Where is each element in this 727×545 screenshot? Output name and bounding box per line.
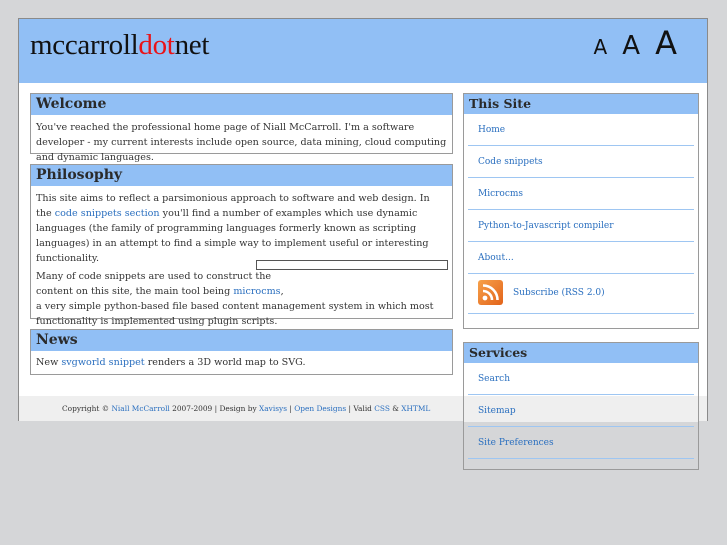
font-size-controls — [583, 24, 677, 62]
news-heading: News — [31, 330, 452, 351]
font-size-large-button[interactable]: A — [655, 24, 677, 62]
valid-css-link[interactable]: CSS — [374, 404, 390, 413]
subscribe-rss-link[interactable]: Subscribe (RSS 2.0) — [513, 288, 605, 298]
python-to-javascript-link[interactable]: Python-to-Javascript compiler — [478, 221, 614, 231]
logo-text-part3: net — [174, 29, 210, 61]
font-size-medium-button[interactable]: A — [622, 31, 641, 61]
about-link[interactable]: About... — [478, 253, 514, 263]
menu-item-sitemap — [468, 395, 694, 427]
text: , — [280, 286, 284, 297]
sitemap-link[interactable]: Sitemap — [478, 406, 516, 416]
xavisys-link[interactable]: Xavisys — [259, 404, 287, 413]
text: Copyright © — [62, 404, 112, 413]
footer-text — [62, 404, 430, 413]
text: renders a 3D world map to SVG. — [144, 357, 306, 368]
text: | — [286, 404, 295, 413]
philosophy-heading: Philosophy — [31, 165, 452, 186]
menu-item-python-to-javascript — [468, 210, 694, 242]
text: content on this site, the main tool being — [36, 286, 234, 297]
text: you'll find a number of examples which use dynamic languages (the family of programming languages formerly known as scripting languages) in an attempt to find a simple way to implement useful or interesting functionality. — [36, 208, 429, 264]
menu-item-site-preferences — [468, 427, 694, 459]
code-snippets-link[interactable]: code snippets section — [54, 208, 160, 219]
home-link[interactable]: Home — [478, 125, 506, 135]
services-heading: Services — [464, 343, 698, 363]
menu-item-about — [468, 242, 694, 274]
this-site-panel — [463, 93, 699, 329]
search-link[interactable]: Search — [478, 374, 510, 384]
menu-item-microcms — [468, 178, 694, 210]
site-header — [19, 19, 707, 83]
welcome-heading: Welcome — [31, 94, 452, 115]
text: Many of code snippets are used to construct the — [36, 271, 272, 282]
text: | Valid — [346, 404, 375, 413]
menu-item-home — [468, 114, 694, 146]
services-panel — [463, 342, 699, 470]
welcome-text: You've reached the professional home page of Niall McCarroll. I'm a software developer - my current interests include open source, data mining, cloud computing and dynamic languages. — [36, 122, 447, 163]
svgworld-snippet-link[interactable]: svgworld snippet — [61, 357, 145, 368]
welcome-section — [30, 93, 453, 163]
menu-item-search — [468, 363, 694, 395]
services-menu — [464, 363, 698, 459]
text: a very simple python-based file based content management system in which most functionality is implemented using plugin scripts. — [36, 301, 434, 327]
code-snippets-nav-link[interactable]: Code snippets — [478, 157, 543, 167]
text: & — [389, 404, 402, 413]
menu-item-rss — [468, 274, 694, 314]
rss-feed-icon[interactable] — [478, 280, 503, 305]
text: New — [36, 357, 62, 368]
broken-image-placeholder — [256, 260, 448, 270]
this-site-menu — [464, 114, 698, 314]
microcms-link[interactable]: microcms — [233, 286, 281, 297]
philosophy-paragraph-1 — [31, 186, 452, 266]
text: This site aims to reflect a parsimonious approach to software and web design. In the — [36, 193, 430, 219]
news-text — [31, 351, 452, 370]
logo-text-dot: dot — [138, 29, 175, 61]
valid-xhtml-link[interactable]: XHTML — [401, 404, 431, 413]
menu-item-code-snippets — [468, 146, 694, 178]
logo-text-part1: mccarroll — [30, 29, 139, 61]
site-logo[interactable] — [30, 29, 209, 62]
this-site-heading: This Site — [464, 94, 698, 114]
font-size-small-button[interactable]: A — [593, 35, 608, 59]
news-section — [30, 329, 453, 375]
text: 2007-2009 | Design by — [169, 404, 260, 413]
philosophy-section — [30, 164, 453, 327]
microcms-nav-link[interactable]: Microcms — [478, 189, 524, 199]
philosophy-paragraph-2 — [31, 266, 452, 329]
author-link[interactable]: Niall McCarroll — [111, 404, 170, 413]
site-preferences-link[interactable]: Site Preferences — [478, 438, 554, 448]
open-designs-link[interactable]: Open Designs — [294, 404, 347, 413]
